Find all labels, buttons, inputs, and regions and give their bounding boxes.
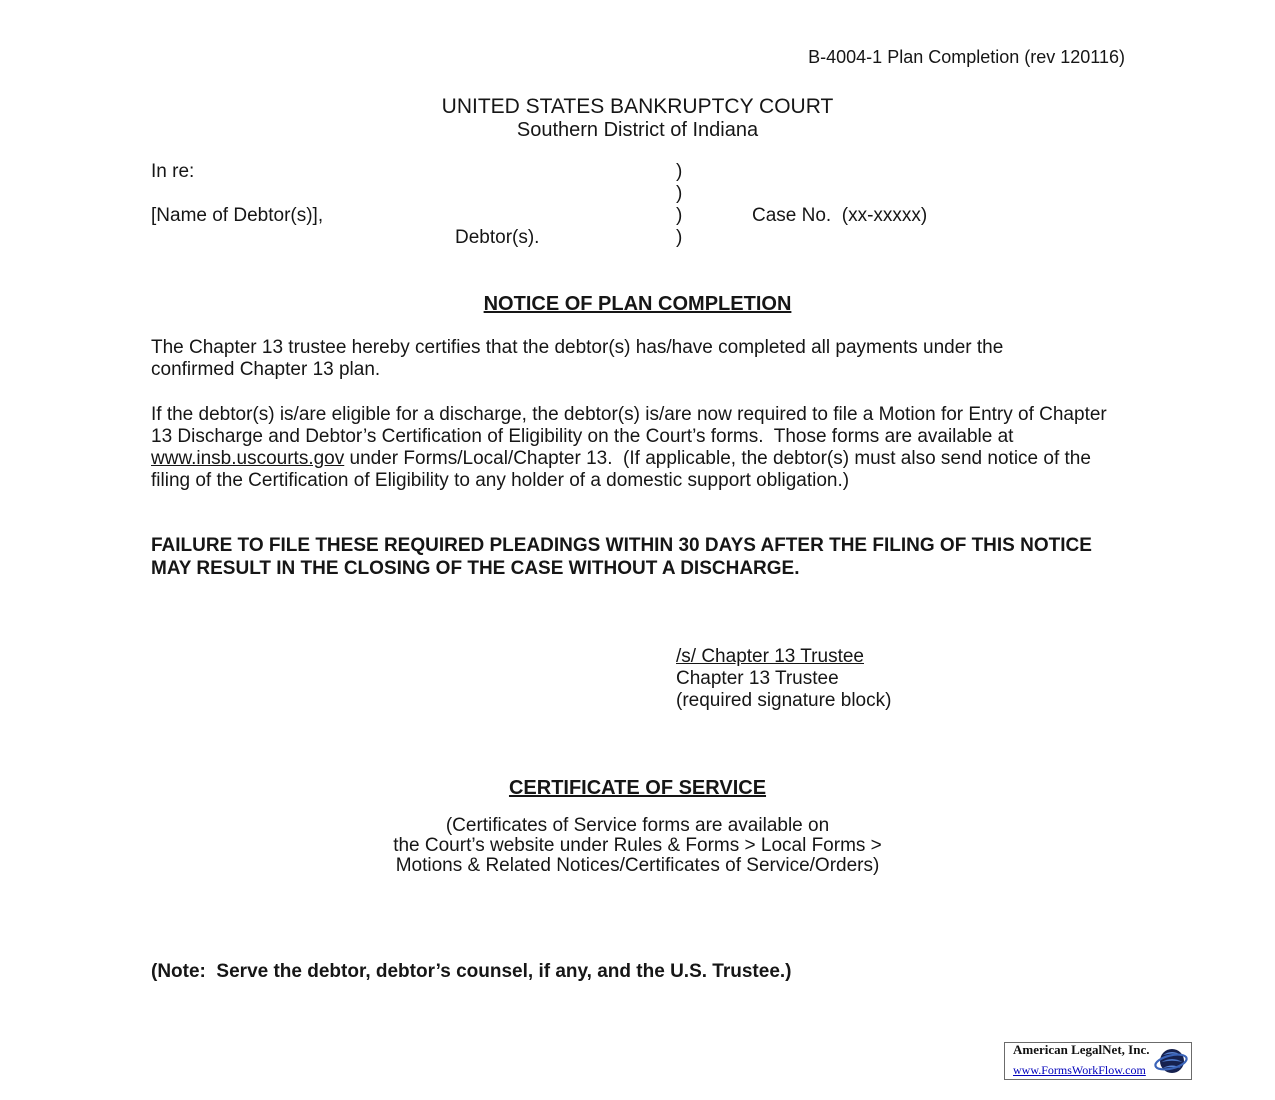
notice-paragraph-2 bbox=[151, 404, 1119, 492]
court-title: UNITED STATES BANKRUPTCY COURT bbox=[441, 95, 834, 118]
caption-case-number: Case No. (xx-xxxxx) bbox=[752, 205, 928, 226]
notice-paragraph-1: The Chapter 13 trustee hereby certifies that the debtor(s) has/have completed all payments under the confirmed Chapter 13 plan. bbox=[151, 337, 1009, 380]
caption-paren-1: ) bbox=[676, 161, 683, 182]
vendor-url-link[interactable]: www.FormsWorkFlow.com bbox=[1013, 1062, 1146, 1077]
caption-debtor-name: [Name of Debtor(s)], bbox=[151, 205, 324, 226]
service-note: (Note: Serve the debtor, debtor’s counsel, if any, and the U.S. Trustee.) bbox=[151, 961, 792, 982]
certificate-line-1: (Certificates of Service forms are available on bbox=[445, 815, 830, 836]
caption-paren-3: ) bbox=[676, 205, 683, 226]
signature-required-note: (required signature block) bbox=[676, 690, 892, 711]
vendor-name: American LegalNet, Inc. bbox=[1013, 1041, 1150, 1057]
vendor-text bbox=[1013, 1043, 1151, 1080]
certificate-line-3: Motions & Related Notices/Certificates of Service/Orders) bbox=[395, 855, 880, 876]
certificate-heading: CERTIFICATE OF SERVICE bbox=[508, 777, 767, 799]
signature-s-line: /s/ Chapter 13 Trustee bbox=[676, 646, 864, 667]
court-forms-link[interactable]: www.insb.uscourts.gov bbox=[151, 448, 345, 469]
signature-name-line: Chapter 13 Trustee bbox=[676, 668, 839, 689]
vendor-logo-box bbox=[1004, 1042, 1192, 1080]
notice-paragraph-2-text-after: under Forms/Local/Chapter 13. (If applicable, the debtor(s) must also send notice of the filing of the Certification of Eligibility to any holder of a domestic support obligation.) bbox=[151, 448, 1097, 491]
caption-paren-2: ) bbox=[676, 183, 683, 204]
court-district: Southern District of Indiana bbox=[516, 119, 759, 141]
caption-in-re: In re: bbox=[151, 161, 195, 182]
notice-heading: NOTICE OF PLAN COMPLETION bbox=[483, 293, 792, 315]
certificate-line-2: the Court’s website under Rules & Forms > Local Forms > bbox=[393, 835, 882, 856]
notice-paragraph-2-text-before: If the debtor(s) is/are eligible for a discharge, the debtor(s) is/are now required to file a Motion for Entry of Chapter 13 Discharge and Debtor’s Certification of Eligibility on the Court’s forms. Those forms are available at bbox=[151, 404, 1113, 447]
caption-paren-4: ) bbox=[676, 227, 683, 248]
failure-warning-paragraph: FAILURE TO FILE THESE REQUIRED PLEADINGS WITHIN 30 DAYS AFTER THE FILING OF THIS NOTICE MAY RESULT IN THE CLOSING OF THE CASE WITHOUT A DISCHARGE. bbox=[151, 535, 1098, 579]
globe-icon bbox=[1153, 1045, 1189, 1077]
form-number-header: B-4004-1 Plan Completion (rev 120116) bbox=[808, 47, 1125, 67]
caption-debtor-label: Debtor(s). bbox=[455, 227, 540, 248]
